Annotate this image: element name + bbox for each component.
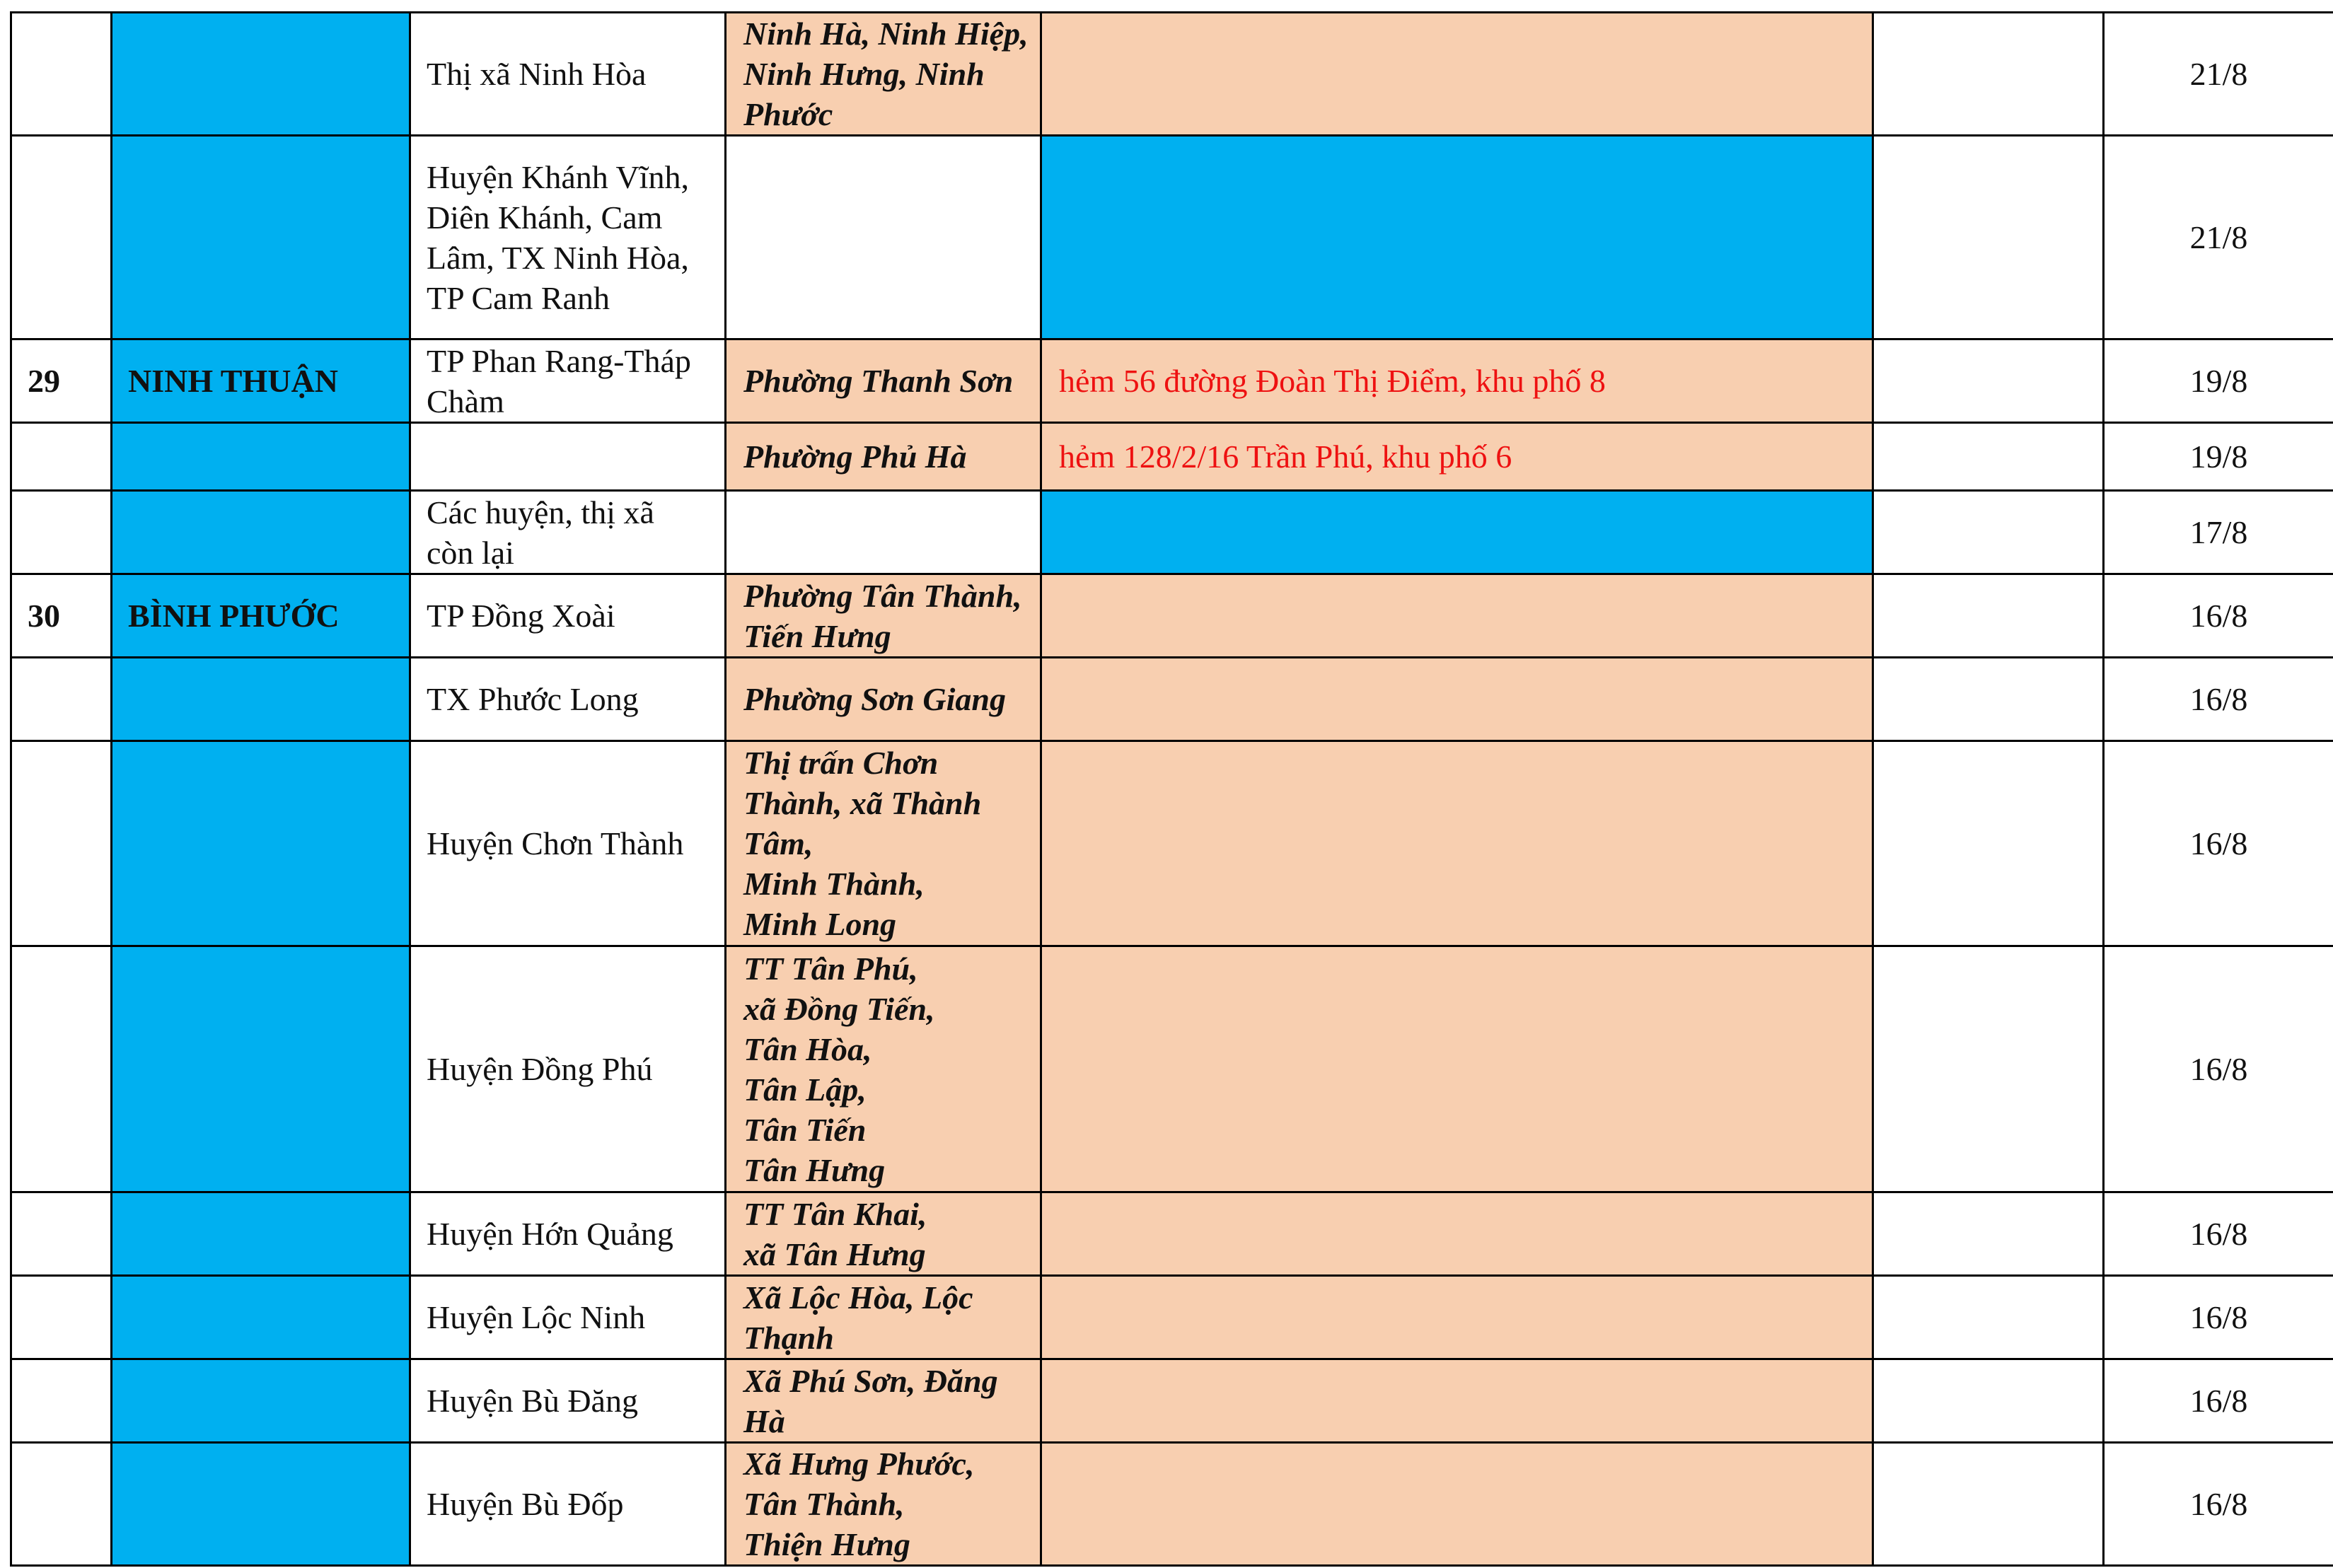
note-cell bbox=[1873, 658, 2104, 741]
note-cell bbox=[1873, 1443, 2104, 1566]
district-cell: TX Phước Long bbox=[410, 658, 726, 741]
table-body bbox=[11, 13, 2333, 1566]
address-cell bbox=[1041, 741, 1873, 946]
address-cell bbox=[1041, 13, 1873, 136]
note-cell bbox=[1873, 339, 2104, 423]
address-cell bbox=[1041, 658, 1873, 741]
table-row bbox=[11, 339, 2333, 423]
district-cell: Huyện Khánh Vĩnh, Diên Khánh, Cam Lâm, TX Ninh Hòa, TP Cam Ranh bbox=[410, 136, 726, 339]
district-cell: TP Phan Rang-Tháp Chàm bbox=[410, 339, 726, 423]
row-number-cell bbox=[11, 658, 112, 741]
district-cell: Huyện Bù Đăng bbox=[410, 1359, 726, 1443]
note-cell bbox=[1873, 1359, 2104, 1443]
district-cell bbox=[410, 423, 726, 491]
table-row bbox=[11, 13, 2333, 136]
address-cell bbox=[1041, 1443, 1873, 1566]
table-row bbox=[11, 1192, 2333, 1276]
note-cell bbox=[1873, 423, 2104, 491]
district-cell: Các huyện, thị xã còn lại bbox=[410, 491, 726, 574]
province-cell bbox=[112, 491, 410, 574]
locations-table bbox=[10, 11, 2333, 1567]
district-cell: Huyện Đồng Phú bbox=[410, 946, 726, 1192]
table-row bbox=[11, 1443, 2333, 1566]
row-number-cell bbox=[11, 1443, 112, 1566]
ward-cell: Phường Phủ Hà bbox=[726, 423, 1041, 491]
row-number-cell bbox=[11, 1359, 112, 1443]
note-cell bbox=[1873, 491, 2104, 574]
row-number-cell: 30 bbox=[11, 574, 112, 658]
date-cell: 16/8 bbox=[2104, 574, 2333, 658]
province-cell bbox=[112, 136, 410, 339]
note-cell bbox=[1873, 741, 2104, 946]
address-cell: hẻm 56 đường Đoàn Thị Điểm, khu phố 8 bbox=[1041, 339, 1873, 423]
note-cell bbox=[1873, 946, 2104, 1192]
date-cell: 16/8 bbox=[2104, 1276, 2333, 1359]
province-cell bbox=[112, 658, 410, 741]
date-cell: 16/8 bbox=[2104, 1192, 2333, 1276]
district-cell: Huyện Hớn Quảng bbox=[410, 1192, 726, 1276]
province-cell bbox=[112, 423, 410, 491]
ward-cell: Thị trấn Chơn Thành, xã Thành Tâm, Minh Thành, Minh Long bbox=[726, 741, 1041, 946]
province-cell bbox=[112, 1192, 410, 1276]
note-cell bbox=[1873, 1276, 2104, 1359]
row-number-cell bbox=[11, 423, 112, 491]
date-cell: 19/8 bbox=[2104, 423, 2333, 491]
row-number-cell bbox=[11, 1192, 112, 1276]
row-number-cell bbox=[11, 946, 112, 1192]
ward-cell: TT Tân Phú, xã Đồng Tiến, Tân Hòa, Tân Lập, Tân Tiến Tân Hưng bbox=[726, 946, 1041, 1192]
note-cell bbox=[1873, 13, 2104, 136]
ward-cell: Xã Phú Sơn, Đăng Hà bbox=[726, 1359, 1041, 1443]
ward-cell bbox=[726, 491, 1041, 574]
province-cell bbox=[112, 1359, 410, 1443]
address-cell bbox=[1041, 491, 1873, 574]
date-cell: 16/8 bbox=[2104, 1443, 2333, 1566]
ward-cell: Ninh Hà, Ninh Hiệp, Ninh Hưng, Ninh Phước bbox=[726, 13, 1041, 136]
row-number-cell bbox=[11, 136, 112, 339]
province-cell bbox=[112, 13, 410, 136]
date-cell: 16/8 bbox=[2104, 741, 2333, 946]
note-cell bbox=[1873, 136, 2104, 339]
note-cell bbox=[1873, 1192, 2104, 1276]
row-number-cell bbox=[11, 491, 112, 574]
district-cell: Huyện Chơn Thành bbox=[410, 741, 726, 946]
date-cell: 21/8 bbox=[2104, 13, 2333, 136]
ward-cell: Phường Tân Thành, Tiến Hưng bbox=[726, 574, 1041, 658]
ward-cell: Phường Thanh Sơn bbox=[726, 339, 1041, 423]
address-cell bbox=[1041, 1276, 1873, 1359]
table-row bbox=[11, 136, 2333, 339]
address-cell: hẻm 128/2/16 Trần Phú, khu phố 6 bbox=[1041, 423, 1873, 491]
table-row bbox=[11, 423, 2333, 491]
ward-cell: Xã Lộc Hòa, Lộc Thạnh bbox=[726, 1276, 1041, 1359]
ward-cell: Xã Hưng Phước, Tân Thành, Thiện Hưng bbox=[726, 1443, 1041, 1566]
table-row bbox=[11, 1276, 2333, 1359]
date-cell: 16/8 bbox=[2104, 658, 2333, 741]
ward-cell: Phường Sơn Giang bbox=[726, 658, 1041, 741]
district-cell: Huyện Lộc Ninh bbox=[410, 1276, 726, 1359]
province-cell: NINH THUẬN bbox=[112, 339, 410, 423]
table-row bbox=[11, 946, 2333, 1192]
ward-cell bbox=[726, 136, 1041, 339]
table-row bbox=[11, 491, 2333, 574]
district-cell: Huyện Bù Đốp bbox=[410, 1443, 726, 1566]
address-cell bbox=[1041, 1192, 1873, 1276]
province-cell: BÌNH PHƯỚC bbox=[112, 574, 410, 658]
province-cell bbox=[112, 741, 410, 946]
ward-cell: TT Tân Khai, xã Tân Hưng bbox=[726, 1192, 1041, 1276]
table-row bbox=[11, 658, 2333, 741]
row-number-cell bbox=[11, 741, 112, 946]
row-number-cell: 29 bbox=[11, 339, 112, 423]
address-cell bbox=[1041, 136, 1873, 339]
address-cell bbox=[1041, 1359, 1873, 1443]
date-cell: 19/8 bbox=[2104, 339, 2333, 423]
district-cell: TP Đồng Xoài bbox=[410, 574, 726, 658]
row-number-cell bbox=[11, 13, 112, 136]
address-cell bbox=[1041, 574, 1873, 658]
date-cell: 17/8 bbox=[2104, 491, 2333, 574]
province-cell bbox=[112, 1443, 410, 1566]
province-cell bbox=[112, 946, 410, 1192]
district-cell: Thị xã Ninh Hòa bbox=[410, 13, 726, 136]
document-page bbox=[10, 11, 2333, 1567]
province-cell bbox=[112, 1276, 410, 1359]
table-row bbox=[11, 1359, 2333, 1443]
address-cell bbox=[1041, 946, 1873, 1192]
date-cell: 16/8 bbox=[2104, 1359, 2333, 1443]
table-row bbox=[11, 574, 2333, 658]
table-row bbox=[11, 741, 2333, 946]
date-cell: 16/8 bbox=[2104, 946, 2333, 1192]
row-number-cell bbox=[11, 1276, 112, 1359]
date-cell: 21/8 bbox=[2104, 136, 2333, 339]
note-cell bbox=[1873, 574, 2104, 658]
